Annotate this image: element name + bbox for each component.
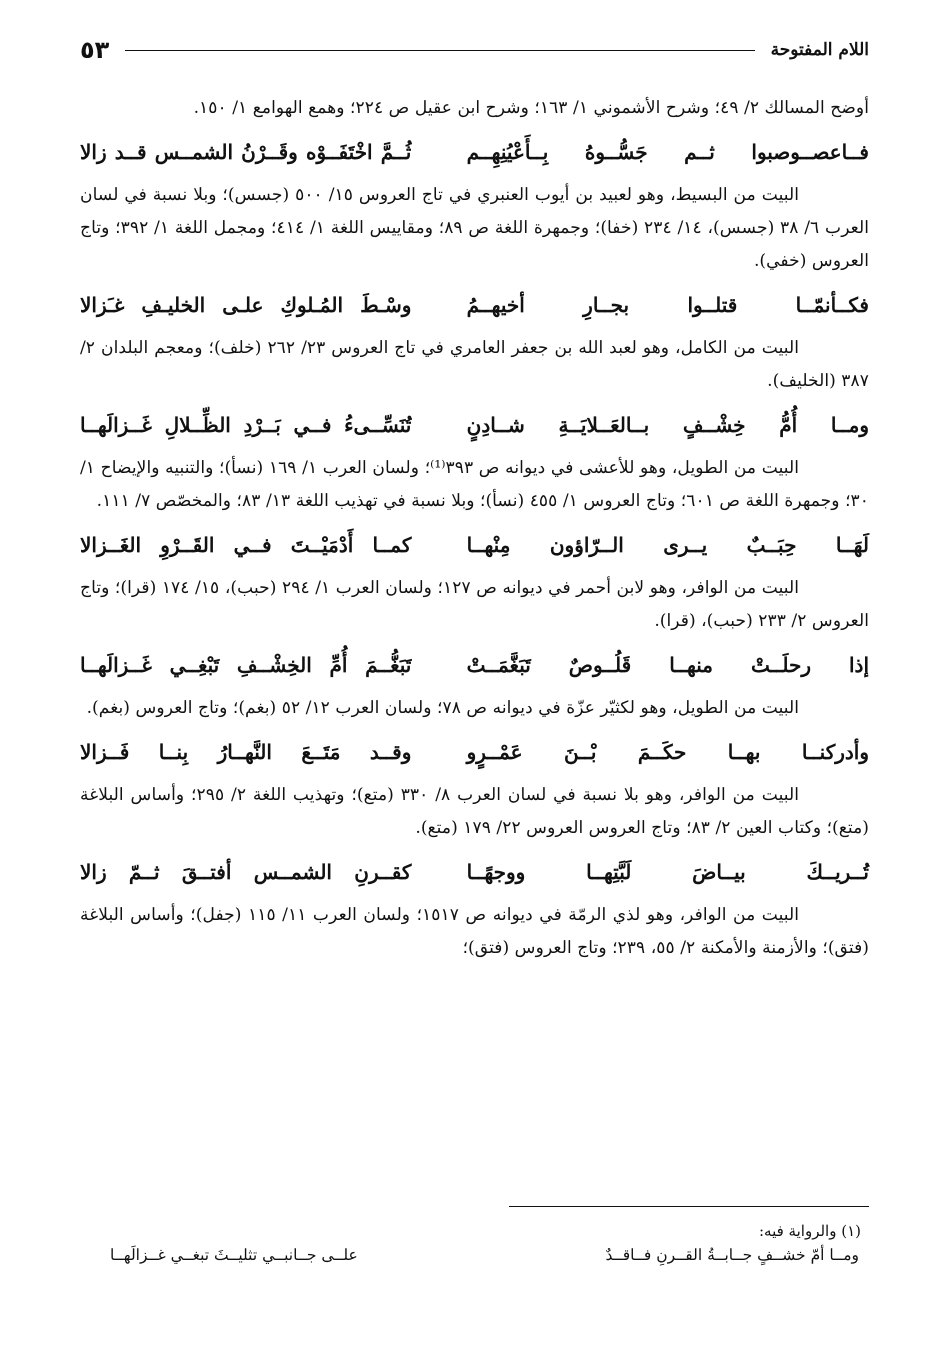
footnote-second-hemistich: علــى جــانبــي تثليــثَ تبغــي غــزالَهــا xyxy=(110,1246,358,1264)
verse-attribution: البيت من الوافر، وهو بلا نسبة في لسان العرب ٨/ ٣٣٠ (متع)؛ وتهذيب اللغة ٢/ ٢٩٥؛ وأساس البلاغة (متع)؛ وكتاب العين ٢/ ٨٣؛ وتاج العروس العروس ٢٢/ ١٧٩ (متع). xyxy=(80,785,869,838)
verse-first-hemistich: ومــا أُمُّ خِشْــفٍ بــالعَــلايَــةِ شــادِنٍ xyxy=(466,413,869,437)
verse-attribution: البيت من الطويل، وهو للأعشى في ديوانه ص ٣٩٣⁽¹⁾؛ ولسان العرب ١/ ١٦٩ (نسأ)؛ والتنبيه والإيضاح ١/ ٣٠؛ وجمهرة اللغة ص ٦٠١؛ وتاج العروس ١/ ٤٥٥ (نسأ)؛ وبلا نسبة في تهذيب اللغة ١٣/ ٨٣؛ والمخصّص ٧/ ١١١. xyxy=(80,458,869,511)
page-body xyxy=(80,92,869,965)
verse-first-hemistich: لَهَــا حِبَــبٌ يــرى الــرّاؤون مِنْهــا xyxy=(466,533,869,557)
poetry-verse xyxy=(80,845,869,899)
citation-paragraph: أوضح المسالك ٢/ ٤٩؛ وشرح الأشموني ١/ ١٦٣؛ وشرح ابن عقيل ص ٢٢٤؛ وهمع الهوامع ١/ ١٥٠. xyxy=(193,98,869,118)
verse-first-hemistich: فكــأنمّــا قتلــوا بجــارِ أخيهــمُ xyxy=(466,293,869,317)
verse-attribution: البيت من الوافر، وهو لذي الرمّة في ديوانه ص ١٥١٧؛ ولسان العرب ١١/ ١١٥ (جفل)؛ وأساس البلاغة (فتق)؛ والأزمنة والأمكنة ٢/ ٥٥، ٢٣٩؛ وتاج العروس (فتق)؛ xyxy=(80,905,869,958)
section-title: اللام المفتوحة xyxy=(770,40,869,60)
verse-attribution: البيت من الطويل، وهو لكثيّر عزّة في ديوانه ص ٧٨؛ ولسان العرب ١٢/ ٥٢ (بغم)؛ وتاج العروس (بغم). xyxy=(86,698,799,718)
verse-attribution: البيت من الكامل، وهو لعبد الله بن جعفر العامري في تاج العروس ٢٣/ ٢٦٢ (خلف)؛ ومعجم البلدان ٢/ ٣٨٧ (الخليف). xyxy=(80,338,869,391)
poetry-verse xyxy=(80,278,869,332)
running-header xyxy=(80,30,869,70)
verse-first-hemistich: فــاعصــوصبوا ثــم جَسُّــوهُ بِــأَعْيُنِهِــم xyxy=(466,140,869,164)
verse-second-hemistich: تُنَسِّــىءُ فــي بَــرْدِ الظِّــلالِ غَــزالَهــا xyxy=(80,413,412,437)
verse-first-hemistich: إذا رحلَــتْ منهــا قَلُــوصٌ تَبَغَّمَــتْ xyxy=(466,653,869,677)
footnote-separator xyxy=(509,1206,869,1207)
verse-second-hemistich: وقــد مَتَــعَ النَّهــارُ بِنــا فَــزالا xyxy=(80,740,412,764)
verse-second-hemistich: ثُــمَّ اخْتَفَــوْه وقَــرْنُ الشمــس قــد زالا xyxy=(80,140,412,164)
poetry-verse xyxy=(80,125,869,179)
header-rule xyxy=(125,50,754,51)
poetry-verse xyxy=(80,518,869,572)
verse-second-hemistich: كمــا أَدْمَيْــتَ فــي القَــرْوِ الغَــزالا xyxy=(80,533,412,557)
verse-first-hemistich: وأدركنــا بهــا حكَــمَ بْــنَ عَمْــرٍو xyxy=(466,740,869,764)
footnote-verse xyxy=(80,1246,869,1264)
footnote-label: (١) والرواية فيه: xyxy=(759,1222,861,1240)
verse-second-hemistich: كقــرنِ الشمــس أفتــقَ ثــمّ زالا xyxy=(80,860,412,884)
poetry-verse xyxy=(80,725,869,779)
verse-second-hemistich: تَبَغُّــمَ أُمِّ الخِشْــفِ تَبْغِــي غَــزالَهــا xyxy=(80,653,412,677)
page-number: ٥٣ xyxy=(80,36,110,64)
verse-first-hemistich: تُــريــكَ بيــاضَ لَبَّتِهــا ووجهًــا xyxy=(466,860,869,884)
poetry-verse xyxy=(80,638,869,692)
footnote-first-hemistich: ومــا أمّ خشــفٍ جــابــةُ القــرنِ فــاقــدٌ xyxy=(605,1246,859,1264)
verse-attribution: البيت من الوافر، وهو لابن أحمر في ديوانه ص ١٢٧؛ ولسان العرب ١/ ٢٩٤ (حبب)، ١٥/ ١٧٤ (قرا)؛ وتاج العروس ٢/ ٢٣٣ (حبب)، (قرا). xyxy=(80,578,869,631)
poetry-verse xyxy=(80,398,869,452)
verse-second-hemistich: وسْـطَ المُـلوكِ علـى الخليـفِ غـَزالا xyxy=(80,293,412,317)
footnote xyxy=(80,1222,869,1264)
verse-attribution: البيت من البسيط، وهو لعبيد بن أيوب العنبري في تاج العروس ١٥/ ٥٠٠ (جسس)؛ وبلا نسبة في لسان العرب ٦/ ٣٨ (جسس)، ١٤/ ٢٣٤ (خفا)؛ وجمهرة اللغة ص ٨٩؛ ومقاييس اللغة ١/ ٤١٤؛ ومجمل اللغة ١/ ٣٩٢؛ وتاج العروس (خفي). xyxy=(80,185,869,271)
